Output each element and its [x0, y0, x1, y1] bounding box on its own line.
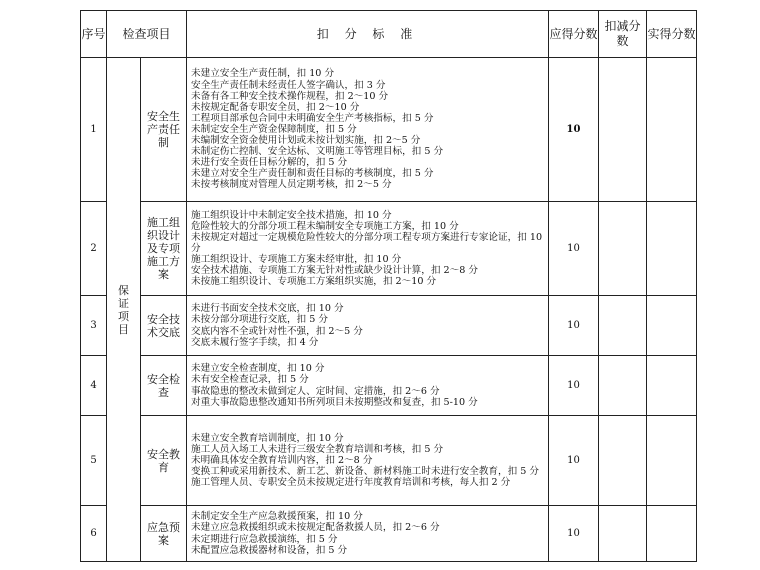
standard-line: 危险性较大的分部分项工程未编制安全专项施工方案，扣 10 分 [191, 220, 459, 232]
deduct-score[interactable] [599, 416, 647, 506]
inspection-table [80, 10, 697, 562]
row-number: 1 [81, 58, 107, 202]
standard-line: 未建立安全生产责任制，扣 10 分 [191, 68, 335, 80]
standard-line: 未建立应急救援组织或未按规定配备救援人员，扣 2～6 分 [191, 522, 440, 534]
table-row [81, 416, 697, 506]
standard-line: 未建立对安全生产责任制和责任目标的考核制度，扣 5 分 [191, 168, 434, 180]
check-item: 安全教育 [141, 416, 187, 506]
row-number: 6 [81, 506, 107, 562]
standard-line: 施工组织设计、专项施工方案未经审批，扣 10 分 [191, 254, 402, 266]
standard-line: 未进行安全责任目标分解的，扣 5 分 [191, 157, 348, 169]
deduct-score[interactable] [599, 202, 647, 296]
standard-line: 未明确具体安全教育培训内容，扣 2～8 分 [191, 454, 373, 466]
standard-line: 未按考核制度对管理人员定期考核，扣 2～5 分 [191, 179, 392, 191]
standard-line: 施工人员入场工人未进行三级安全教育培训和考核，扣 5 分 [191, 443, 444, 455]
standard-line: 变换工种或采用新技术、新工艺、新设备、新材料施工时未进行安全教育，扣 5 分 [191, 466, 539, 478]
standard-line: 交底未履行签字手续，扣 4 分 [191, 336, 319, 348]
header-standard: 扣 分 标 准 [187, 11, 549, 58]
deduct-score[interactable] [599, 296, 647, 356]
deduction-standards [187, 506, 549, 562]
table-header-row [81, 11, 697, 58]
actual-score[interactable] [647, 356, 697, 416]
row-number: 5 [81, 416, 107, 506]
standard-line: 安全生产责任制未经责任人签字确认，扣 3 分 [191, 79, 386, 91]
table-row [81, 356, 697, 416]
standard-line: 交底内容不全或针对性不强，扣 2～5 分 [191, 325, 363, 337]
should-score: 10 [549, 506, 599, 562]
standard-line: 安全技术措施、专项施工方案无针对性或缺少设计计算，扣 2～8 分 [191, 265, 478, 277]
table-row [81, 506, 697, 562]
should-score: 10 [549, 58, 599, 202]
standard-line: 未备有各工种安全技术操作规程，扣 2～10 分 [191, 90, 389, 102]
table-row [81, 58, 697, 202]
standard-line: 未制定安全生产应急救援预案，扣 10 分 [191, 511, 363, 523]
standard-line: 未按规定对超过一定规模危险性较大的分部分项工程专项方案进行专家论证，扣 10 分 [191, 231, 543, 254]
standard-line: 未建立安全教育培训制度，扣 10 分 [191, 432, 344, 444]
actual-score[interactable] [647, 296, 697, 356]
standard-line: 未按规定配备专职安全员，扣 2～10 分 [191, 101, 360, 113]
actual-score[interactable] [647, 202, 697, 296]
header-deduct: 扣减分数 [599, 11, 647, 58]
category-cell [107, 58, 141, 562]
should-score: 10 [549, 356, 599, 416]
standard-line: 未进行书面安全技术交底，扣 10 分 [191, 303, 344, 315]
standard-line: 工程项目部承包合同中未明确安全生产考核指标，扣 5 分 [191, 112, 434, 124]
standard-line: 施工管理人员、专职安全员未按规定进行年度教育培训和考核，每人扣 2 分 [191, 477, 511, 489]
check-item: 应急预案 [141, 506, 187, 562]
standard-line: 未有安全检查记录，扣 5 分 [191, 374, 309, 386]
row-number: 3 [81, 296, 107, 356]
actual-score[interactable] [647, 416, 697, 506]
deduction-standards [187, 416, 549, 506]
check-item: 安全检查 [141, 356, 187, 416]
row-number: 2 [81, 202, 107, 296]
deduct-score[interactable] [599, 356, 647, 416]
header-actual: 实得分数 [647, 11, 697, 58]
standard-line: 事故隐患的整改未做到定人、定时间、定措施，扣 2～6 分 [191, 385, 440, 397]
should-score: 10 [549, 416, 599, 506]
standard-line: 未定期进行应急救援演练，扣 5 分 [191, 533, 338, 545]
check-item: 施工组织设计及专项施工方案 [141, 202, 187, 296]
standard-line: 未按分部分项进行交底，扣 5 分 [191, 314, 328, 326]
standard-line: 未制定安全生产资金保障制度，扣 5 分 [191, 123, 357, 135]
deduct-score[interactable] [599, 506, 647, 562]
standard-line: 未按施工组织设计、专项施工方案组织实施，扣 2～10 分 [191, 276, 437, 288]
should-score: 10 [549, 202, 599, 296]
row-number: 4 [81, 356, 107, 416]
standard-line: 未配置应急救援器材和设备，扣 5 分 [191, 544, 348, 556]
standard-line: 未编制安全资金使用计划或未按计划实施，扣 2～5 分 [191, 135, 421, 147]
header-item: 检查项目 [107, 11, 187, 58]
standard-line: 施工组织设计中未制定安全技术措施，扣 10 分 [191, 209, 392, 221]
actual-score[interactable] [647, 58, 697, 202]
standard-line: 未建立安全检查制度，扣 10 分 [191, 363, 325, 375]
check-item: 安全生产责任制 [141, 58, 187, 202]
deduction-standards [187, 356, 549, 416]
deduction-standards [187, 202, 549, 296]
table-row [81, 296, 697, 356]
inspection-table-page [80, 10, 700, 570]
standard-line: 对重大事故隐患整改通知书所列项目未按期整改和复查，扣 5-10 分 [191, 396, 478, 408]
actual-score[interactable] [647, 506, 697, 562]
table-row [81, 202, 697, 296]
header-should-score: 应得分数 [549, 11, 599, 58]
deduction-standards [187, 296, 549, 356]
category-label: 保证项目 [118, 283, 129, 336]
should-score: 10 [549, 296, 599, 356]
deduction-standards [187, 58, 549, 202]
check-item: 安全技术交底 [141, 296, 187, 356]
deduct-score[interactable] [599, 58, 647, 202]
standard-line: 未制定伤亡控制、安全达标、文明施工等管理目标，扣 5 分 [191, 146, 444, 158]
header-no: 序号 [81, 11, 107, 58]
